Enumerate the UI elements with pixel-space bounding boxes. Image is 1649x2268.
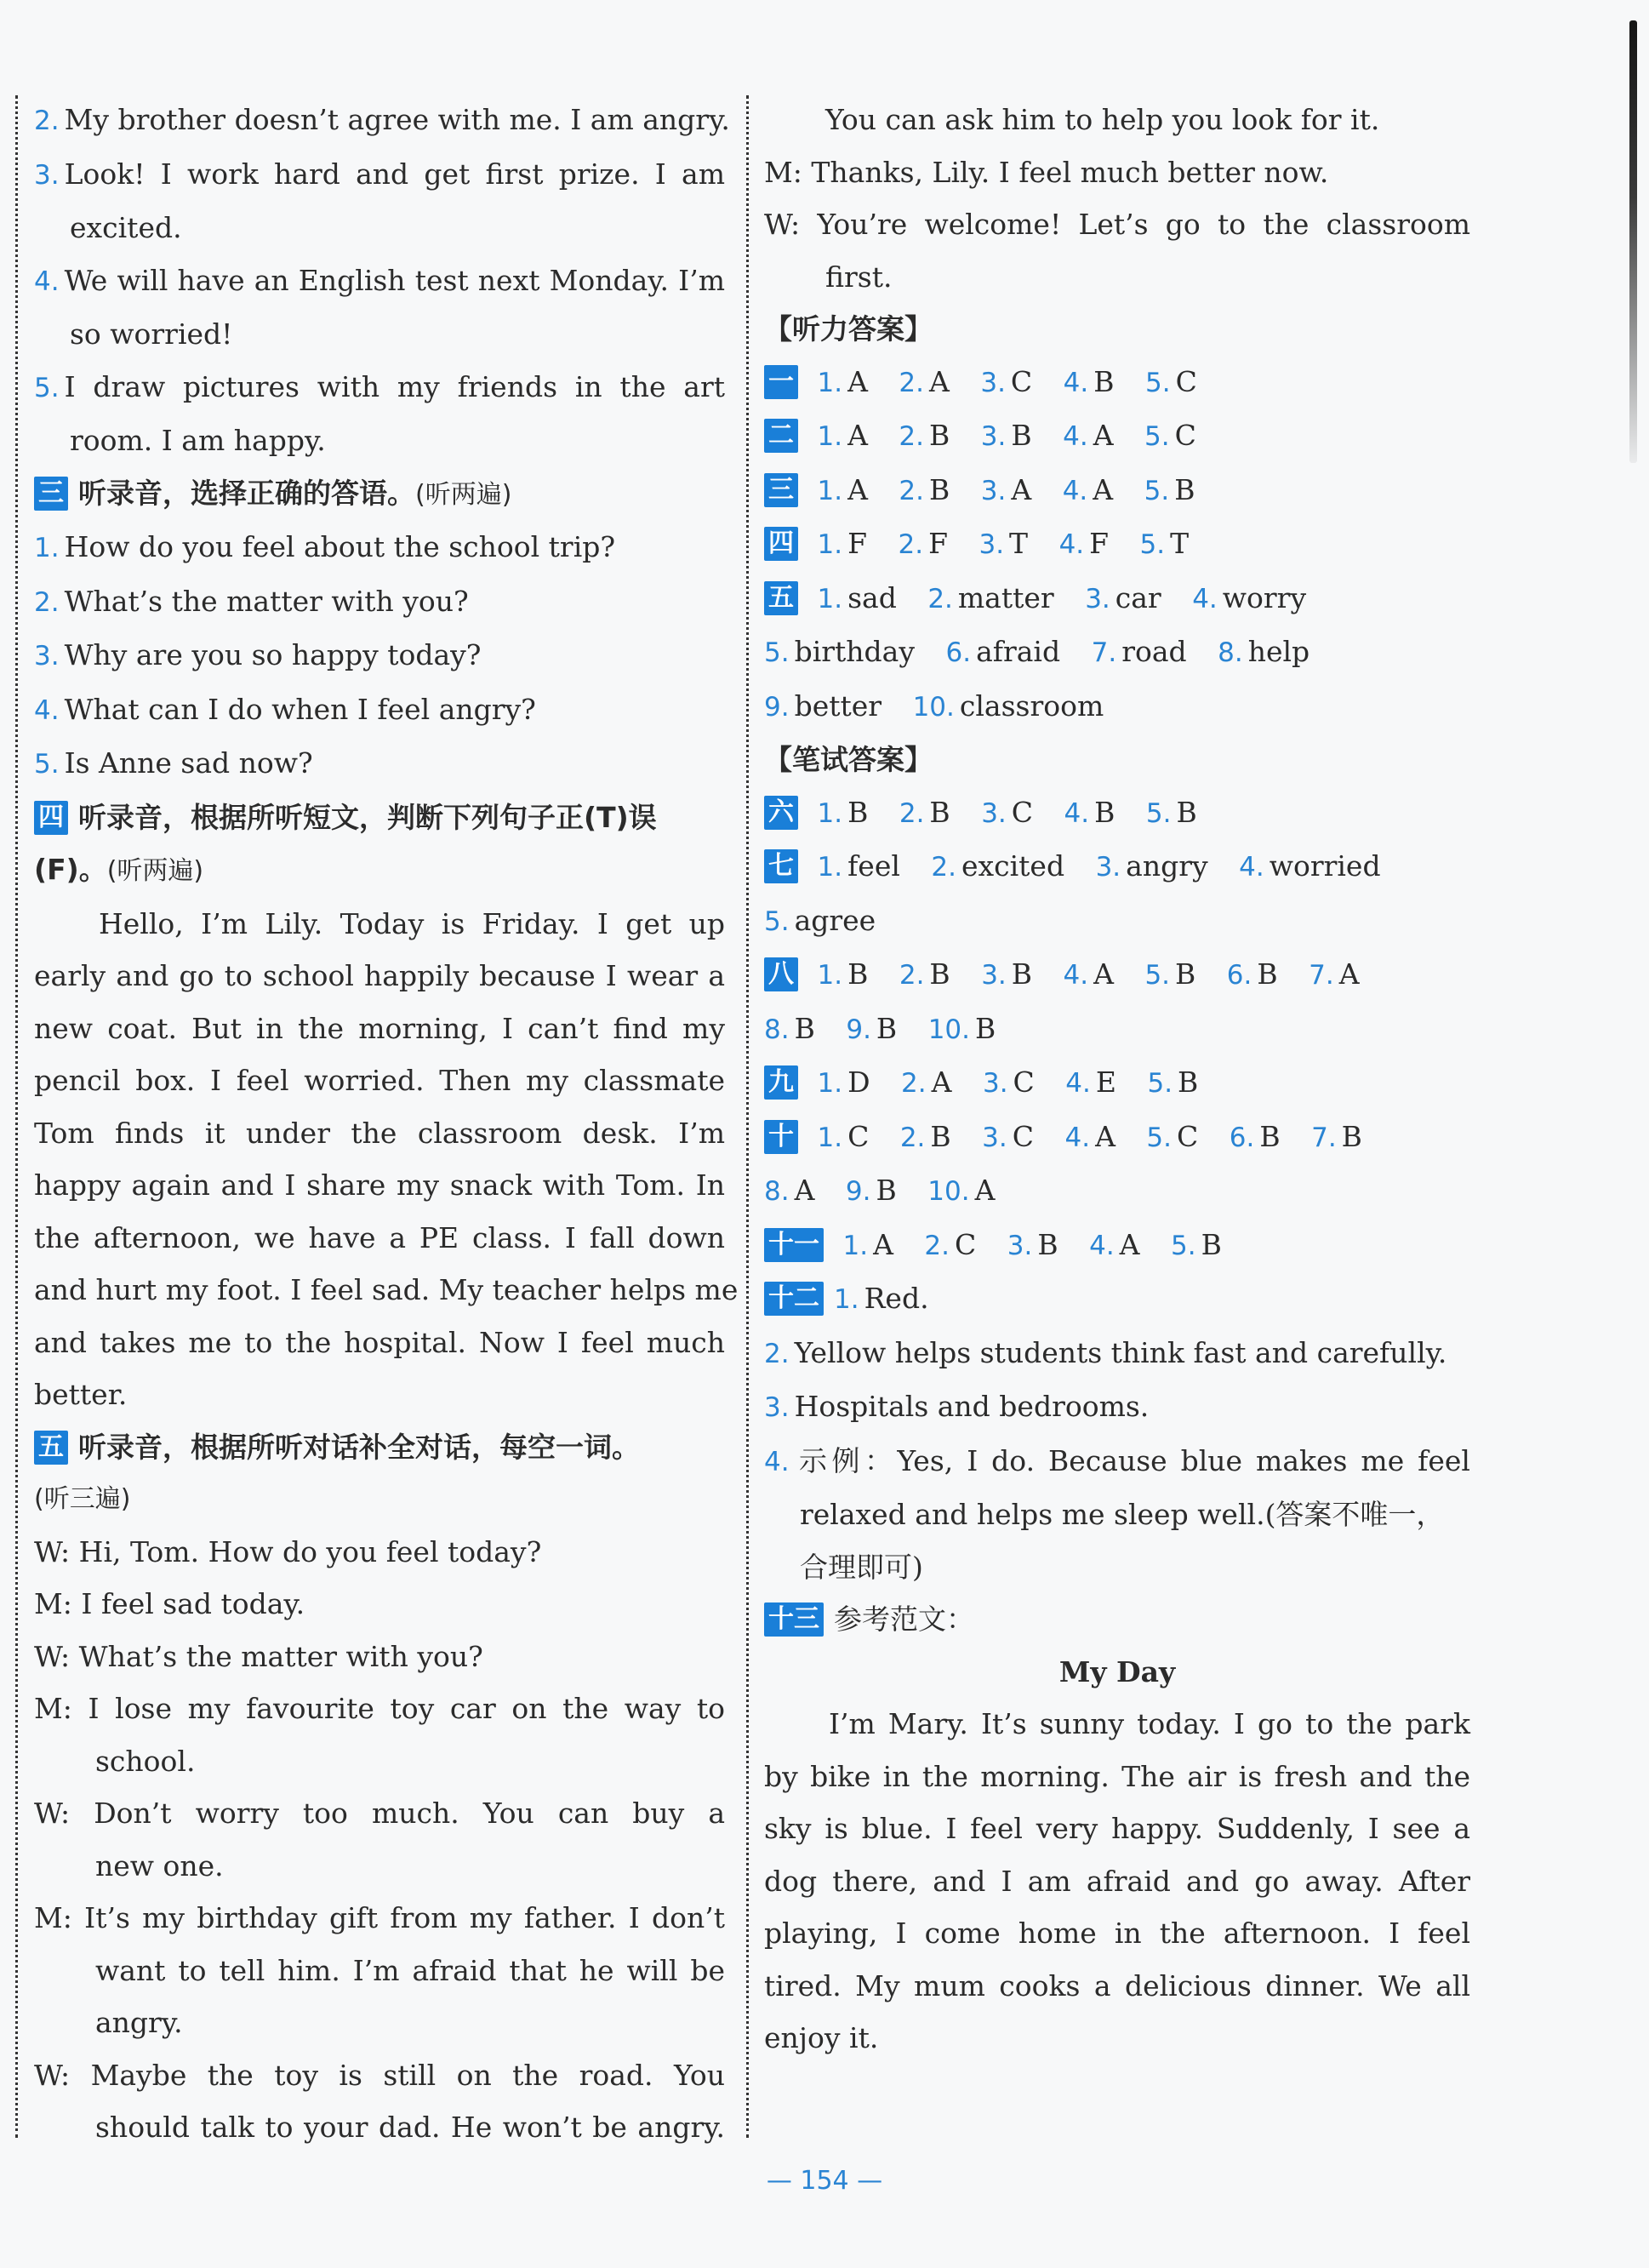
dialogue-line: M: Thanks, Lily. I feel much better now.	[764, 155, 1329, 189]
section-4-heading-cont: (F)。(听两遍)	[34, 853, 204, 886]
dialogue-line-cont: first.	[825, 260, 893, 294]
answer: 9. B	[846, 1011, 898, 1045]
answer: 1. A	[817, 364, 868, 398]
section-badge: 五	[764, 581, 798, 615]
passage-line: Hello, I’m Lily. Today is Friday. I get up	[99, 906, 725, 940]
answer: 5. C	[1144, 419, 1196, 452]
answer: 1. feel	[817, 849, 900, 883]
passage-line: new coat. But in the morning, I can’t find my	[34, 1011, 725, 1045]
section-5-note: (听三遍)	[34, 1484, 131, 1514]
answer: 7. B	[1311, 1119, 1362, 1153]
answer-row-8	[764, 948, 1470, 1003]
answer: 1. C	[817, 1119, 870, 1153]
answer: 2. B	[899, 957, 950, 991]
answer-12-q4-cont: relaxed and helps me sleep well.(答案不唯一，	[800, 1498, 1445, 1531]
answer: 2. F	[898, 527, 948, 560]
answer: 3. C	[982, 1119, 1034, 1153]
answer: 4. worry	[1192, 580, 1307, 614]
question-4-cont: so worried!	[70, 317, 233, 351]
answer: 2. A	[899, 364, 950, 398]
answer: 2. A	[901, 1065, 952, 1099]
answer-12-q3: 3. Hospitals and bedrooms.	[764, 1390, 1150, 1423]
answer: 3. A	[980, 472, 1032, 506]
answer: 5. B	[1147, 1065, 1199, 1099]
answer: 10. B	[927, 1011, 996, 1045]
answer: 2. B	[899, 795, 950, 829]
sec3-item-1: 1. How do you feel about the school trip?	[34, 530, 616, 563]
sec3-item-2: 2. What’s the matter with you?	[34, 584, 469, 618]
answer: 3. C	[981, 795, 1034, 829]
answer-row-7	[764, 840, 1470, 894]
answer: 10. classroom	[912, 688, 1104, 723]
answer: 3. C	[982, 1065, 1035, 1099]
answer: 4. B	[1063, 364, 1115, 398]
answer: 3. B	[1007, 1227, 1058, 1261]
essay-line: by bike in the morning. The air is fresh and the	[764, 1759, 1470, 1793]
answer-row-5-cont2	[764, 680, 1470, 734]
section-4-heading: 四 听录音，根据所听短文，判断下列句子正(T)误	[34, 791, 725, 844]
listening-answers-heading: 【听力答案】	[764, 312, 933, 346]
answer: 5. B	[1144, 957, 1196, 991]
page-edge-shadow	[1629, 20, 1637, 463]
section-badge: 六	[764, 796, 798, 830]
answer-row-8-cont	[764, 1003, 1470, 1057]
question-3: 3. Look! I work hard and get first prize. I am	[34, 157, 725, 191]
dialogue-line-cont: want to tell him. I’m afraid that he will be	[95, 1953, 725, 1987]
answer: 1. A	[842, 1227, 893, 1261]
answer: 2. C	[924, 1227, 977, 1261]
answer: 6. afraid	[945, 635, 1061, 668]
section-badge: 九	[764, 1065, 798, 1100]
answer: 2. B	[899, 419, 950, 452]
answer: 5. C	[1145, 364, 1197, 398]
answer: 4. E	[1065, 1065, 1116, 1099]
answer-row-7-cont	[764, 894, 1470, 949]
answer: 1. B	[817, 795, 869, 829]
passage-line: better.	[34, 1378, 128, 1411]
passage-line: Tom finds it under the classroom desk. I’m	[34, 1116, 725, 1150]
answer: 1. F	[817, 527, 867, 560]
answer: 5. C	[1146, 1119, 1199, 1153]
section-badge: 三	[764, 473, 798, 507]
answer-row-5	[764, 572, 1470, 626]
passage-line: and takes me to the hospital. Now I feel much	[34, 1325, 725, 1359]
section-5-heading: 五 听录音，根据所听对话补全对话，每空一词。	[34, 1421, 725, 1474]
answer-row-5-cont	[764, 626, 1470, 680]
section-badge: 十	[764, 1120, 798, 1154]
essay-line: enjoy it.	[764, 2021, 879, 2054]
answer: 10. A	[927, 1174, 996, 1207]
passage-line: happy again and I share my snack with Tom. In	[34, 1168, 725, 1202]
answer: 5. agree	[764, 903, 876, 937]
answer: 3. car	[1085, 580, 1161, 614]
answer: 8. B	[764, 1011, 815, 1045]
dialogue-line: W: Maybe the toy is still on the road. You	[34, 2058, 725, 2092]
dialogue-line: M: I lose my favourite toy car on the way to	[34, 1692, 725, 1725]
essay-line: tired. My mum cooks a delicious dinner. We all	[764, 1968, 1470, 2002]
section-badge: 二	[764, 419, 798, 453]
essay-title: My Day	[1058, 1654, 1176, 1688]
answer: 1. D	[817, 1065, 870, 1099]
answer: 9. B	[845, 1174, 897, 1207]
answer-row-10	[764, 1111, 1470, 1165]
answer: 4. A	[1063, 957, 1114, 991]
answer: 3. angry	[1095, 849, 1208, 883]
section-badge: 十一	[764, 1228, 824, 1262]
answer-12-q2: 2. Yellow helps students think fast and carefully.	[764, 1335, 1447, 1369]
column-divider	[746, 95, 749, 2138]
passage-line: the afternoon, we have a PE class. I fall down	[34, 1220, 725, 1254]
left-column	[34, 94, 739, 2154]
answer: 5. B	[1145, 795, 1197, 829]
answer-row-2	[764, 409, 1470, 464]
answer: 4. B	[1064, 795, 1116, 829]
dialogue-line: W: Hi, Tom. How do you feel today?	[34, 1534, 542, 1568]
dialogue-line-cont: You can ask him to help you look for it.	[825, 103, 1380, 136]
answer-12-q4: 4. 示例：Yes, I do. Because blue makes me feel	[764, 1443, 1470, 1477]
sec3-item-4: 4. What can I do when I feel angry?	[34, 692, 536, 726]
answer-row-3	[764, 464, 1470, 518]
answer-row-12: 十二 1. Red.	[764, 1272, 1470, 1327]
essay-line: playing, I come home in the afternoon. I feel	[764, 1917, 1470, 1950]
answer-row-11	[764, 1219, 1470, 1273]
section-badge: 三	[34, 477, 68, 511]
passage-line: and hurt my foot. I feel sad. My teacher helps me	[34, 1273, 739, 1306]
section-badge: 五	[34, 1431, 68, 1465]
answer: 2. excited	[931, 849, 1065, 883]
answer: 8. help	[1218, 635, 1310, 668]
answer: 5. T	[1139, 527, 1190, 560]
answer: 2. B	[899, 472, 950, 506]
answer: 4. F	[1058, 527, 1110, 560]
answer: 9. better	[764, 688, 882, 723]
answer: 5. B	[1171, 1227, 1222, 1261]
answer: 4. A	[1063, 419, 1114, 452]
answer: 3. B	[980, 419, 1032, 452]
answer: 4. A	[1062, 472, 1114, 506]
answer: 5. birthday	[764, 635, 915, 668]
answer: 1. sad	[817, 580, 897, 614]
passage-line: pencil box. I feel worried. Then my classmate	[34, 1064, 725, 1097]
section-badge: 八	[764, 957, 798, 991]
answer: 6. B	[1226, 957, 1278, 991]
answer: 6. B	[1229, 1119, 1281, 1153]
answer-row-6	[764, 786, 1470, 841]
answer-row-4	[764, 517, 1470, 572]
answer: 2. matter	[927, 580, 1054, 614]
answer-row-9	[764, 1056, 1470, 1111]
answer-row-13: 十三 参考范文：	[764, 1593, 1470, 1646]
question-5-cont: room. I am happy.	[70, 424, 326, 457]
left-margin-rule	[15, 95, 18, 2138]
answer-12-q4-cont: 合理即可)	[800, 1550, 923, 1584]
section-badge: 十三	[764, 1602, 824, 1637]
dialogue-line: M: I feel sad today.	[34, 1587, 305, 1620]
dialogue-line-cont: new one.	[95, 1848, 224, 1882]
question-2: 2. My brother doesn’t agree with me. I am angry.	[34, 103, 730, 136]
section-3-heading: 三 听录音，选择正确的答语。(听两遍)	[34, 467, 725, 522]
page-number: — 154 —	[766, 2166, 883, 2196]
answer: 1. A	[817, 419, 868, 452]
answer-row-10-cont	[764, 1164, 1470, 1219]
dialogue-line-cont: school.	[95, 1744, 196, 1778]
answer: 7. A	[1309, 957, 1360, 991]
answer: 1. A	[817, 472, 868, 506]
answer: 3. B	[981, 957, 1033, 991]
section-badge: 十二	[764, 1282, 824, 1316]
question-4: 4. We will have an English test next Monday. I’m	[34, 263, 725, 297]
dialogue-line: W: You’re welcome! Let’s go to the classroom	[764, 208, 1470, 241]
dialogue-line: W: Don’t worry too much. You can buy a	[34, 1797, 725, 1830]
dialogue-line-cont: should talk to your dad. He won’t be angry.	[95, 2111, 725, 2144]
question-5: 5. I draw pictures with my friends in the art	[34, 369, 725, 403]
essay-line: sky is blue. I feel very happy. Suddenly, I see a	[764, 1812, 1470, 1845]
answer: 2. B	[899, 1119, 951, 1153]
dialogue-line: W: What’s the matter with you?	[34, 1639, 483, 1673]
written-answers-heading: 【笔试答案】	[764, 743, 933, 776]
answer: 4. A	[1064, 1119, 1116, 1153]
dialogue-line-cont: angry.	[95, 2006, 183, 2039]
sec3-item-3: 3. Why are you so happy today?	[34, 638, 482, 671]
answer: 4. A	[1089, 1227, 1140, 1261]
essay-line: I’m Mary. It’s sunny today. I go to the park	[829, 1707, 1470, 1740]
passage-line: early and go to school happily because I wear a	[34, 959, 725, 992]
answer-row-1	[764, 356, 1470, 410]
question-3-cont: excited.	[70, 211, 182, 244]
answer: 7. road	[1091, 635, 1187, 668]
answer: 1. B	[817, 957, 869, 991]
right-column	[764, 94, 1470, 2065]
essay-line: dog there, and I am afraid and go away. After	[764, 1864, 1470, 1898]
answer: 3. C	[980, 364, 1033, 398]
answer: 3. T	[979, 527, 1029, 560]
answer: 5. B	[1144, 472, 1195, 506]
dialogue-line: M: It’s my birthday gift from my father. I don’t	[34, 1901, 725, 1934]
sec3-item-5: 5. Is Anne sad now?	[34, 746, 313, 780]
section-badge: 七	[764, 849, 798, 883]
answer: 4. worried	[1239, 849, 1381, 883]
section-badge: 一	[764, 365, 798, 399]
section-badge: 四	[764, 527, 798, 561]
answer: 8. A	[764, 1174, 815, 1207]
section-badge: 四	[34, 801, 68, 835]
